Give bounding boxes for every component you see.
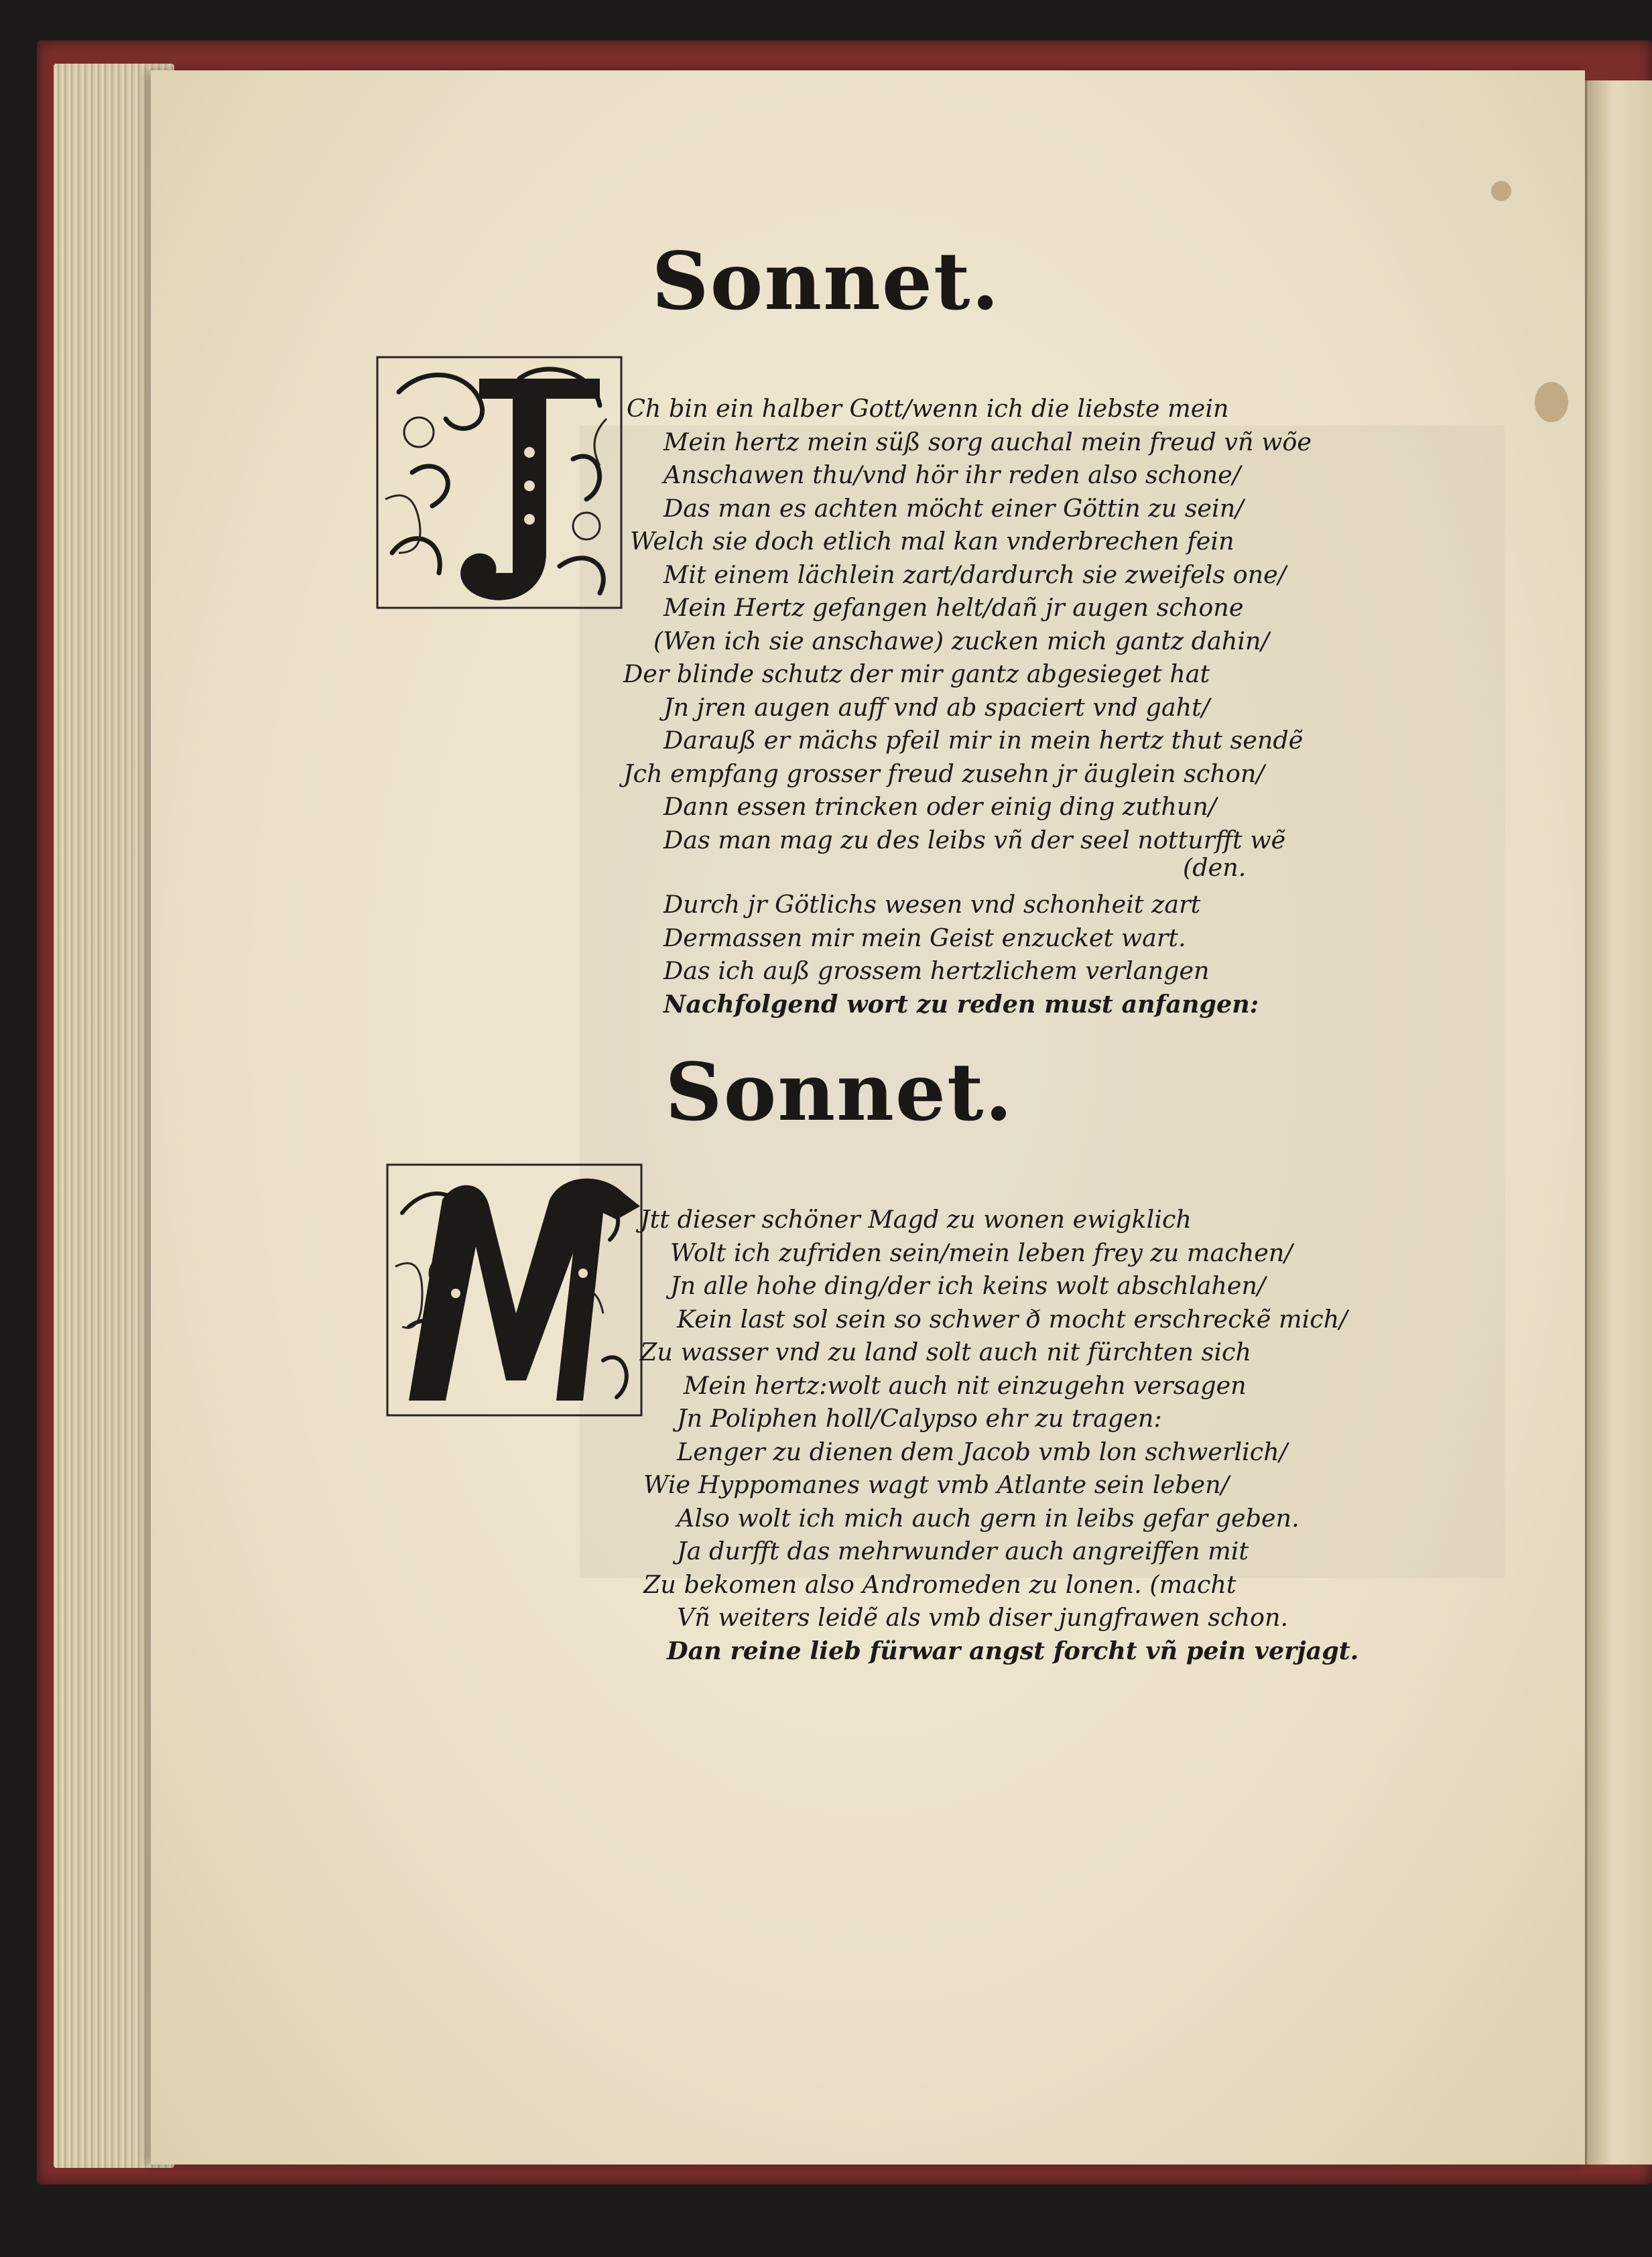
verse-line: Zu wasser vnd zu land solt auch nit fürchten sich — [640, 1338, 1252, 1366]
verse-line: Das man es achten möcht einer Göttin zu sein/ — [663, 493, 1244, 523]
ink-spot — [1491, 181, 1511, 201]
sonnet-1-text — [623, 392, 1312, 885]
verse-line: Mit einem lächlein zart/dardurch sie zweifels one/ — [663, 560, 1287, 589]
verse-line: Jn alle hohe ding/der ich keins wolt abschlahen/ — [670, 1271, 1266, 1300]
verse-line: Nachfolgend wort zu reden must anfangen: — [663, 989, 1259, 1019]
ink-spot — [1535, 382, 1568, 422]
verse-line: Zu bekomen also Andromeden zu lonen. (macht — [643, 1569, 1236, 1599]
verse-line: Welch sie doch etlich mal kan vnderbrechen fein — [630, 527, 1234, 556]
verse-line: Jn jren augen auff vnd ab spaciert vnd gaht/ — [663, 692, 1210, 722]
verse-line: Ja durfft das mehrwunder auch angreiffen mit — [677, 1537, 1249, 1565]
verse-line: Durch jr Götlichs wesen vnd schonheit zart — [663, 890, 1201, 919]
sonnet-1-closing — [663, 888, 1267, 1021]
verse-line: Mein hertz:wolt auch nit einzugehn versagen — [684, 1370, 1247, 1400]
verse-line: Das ich auß grossem hertzlichem verlangen — [663, 956, 1210, 985]
verse-line: (Wen ich sie anschawe) zucken mich gantz dahin/ — [653, 626, 1269, 655]
verse-line: Ch bin ein halber Gott/wenn ich die liebste mein — [627, 394, 1229, 423]
decorated-initial-m-icon — [382, 1159, 647, 1421]
verse-line: Wolt ich zufriden sein/mein leben frey zu machen/ — [670, 1238, 1293, 1267]
verse-line: Der blinde schutz der mir gantz abgesieget hat — [623, 659, 1210, 688]
verse-line: Dermassen mir mein Geist enzucket wart. — [663, 923, 1186, 952]
verse-line: Vñ weiters leidẽ als vmb diser jungfrawen schon. — [677, 1603, 1289, 1632]
verse-line: Wie Hyppomanes wagt vmb Atlante sein leben/ — [643, 1470, 1229, 1499]
sonnet-2-text — [640, 1203, 1359, 1667]
verse-line: (den. — [1183, 853, 1247, 882]
verse-line: Lenger zu dienen dem Jacob vmb lon schwerlich/ — [677, 1437, 1288, 1466]
verse-line: Mein hertz mein süß sorg auchal mein freud vñ wõe — [663, 427, 1312, 456]
sonnet-heading-1: Sonnet. — [651, 235, 1001, 328]
verse-line: Kein last sol sein so schwer ð mocht erschreckẽ mich/ — [677, 1304, 1348, 1334]
verse-line: Mein Hertz gefangen helt/dañ jr augen schone — [663, 593, 1244, 622]
verse-line: Jn Poliphen holl/Calypso ehr zu tragen: — [677, 1404, 1162, 1433]
decorated-initial-j-icon — [372, 352, 627, 613]
verse-line: Also wolt ich mich auch gern in leibs gefar geben. — [677, 1503, 1299, 1533]
verse-line: Das man mag zu des leibs vñ der seel notturfft wẽ — [663, 825, 1286, 854]
verse-line: Darauß er mächs pfeil mir in mein hertz thut sendẽ — [663, 726, 1304, 755]
verse-line: Jch empfang grosser freud zusehn jr äuglein schon/ — [623, 759, 1265, 788]
verse-line: Jtt dieser schöner Magd zu wonen ewigklich — [640, 1205, 1192, 1234]
verse-line: Dann essen trincken oder einig ding zuthun/ — [663, 792, 1217, 821]
verse-line: Dan reine lieb fürwar angst forcht vñ pein verjagt. — [667, 1636, 1359, 1665]
verse-line: Anschawen thu/vnd hör ihr reden also schone/ — [663, 460, 1241, 489]
sonnet-heading-2: Sonnet. — [665, 1045, 1014, 1139]
